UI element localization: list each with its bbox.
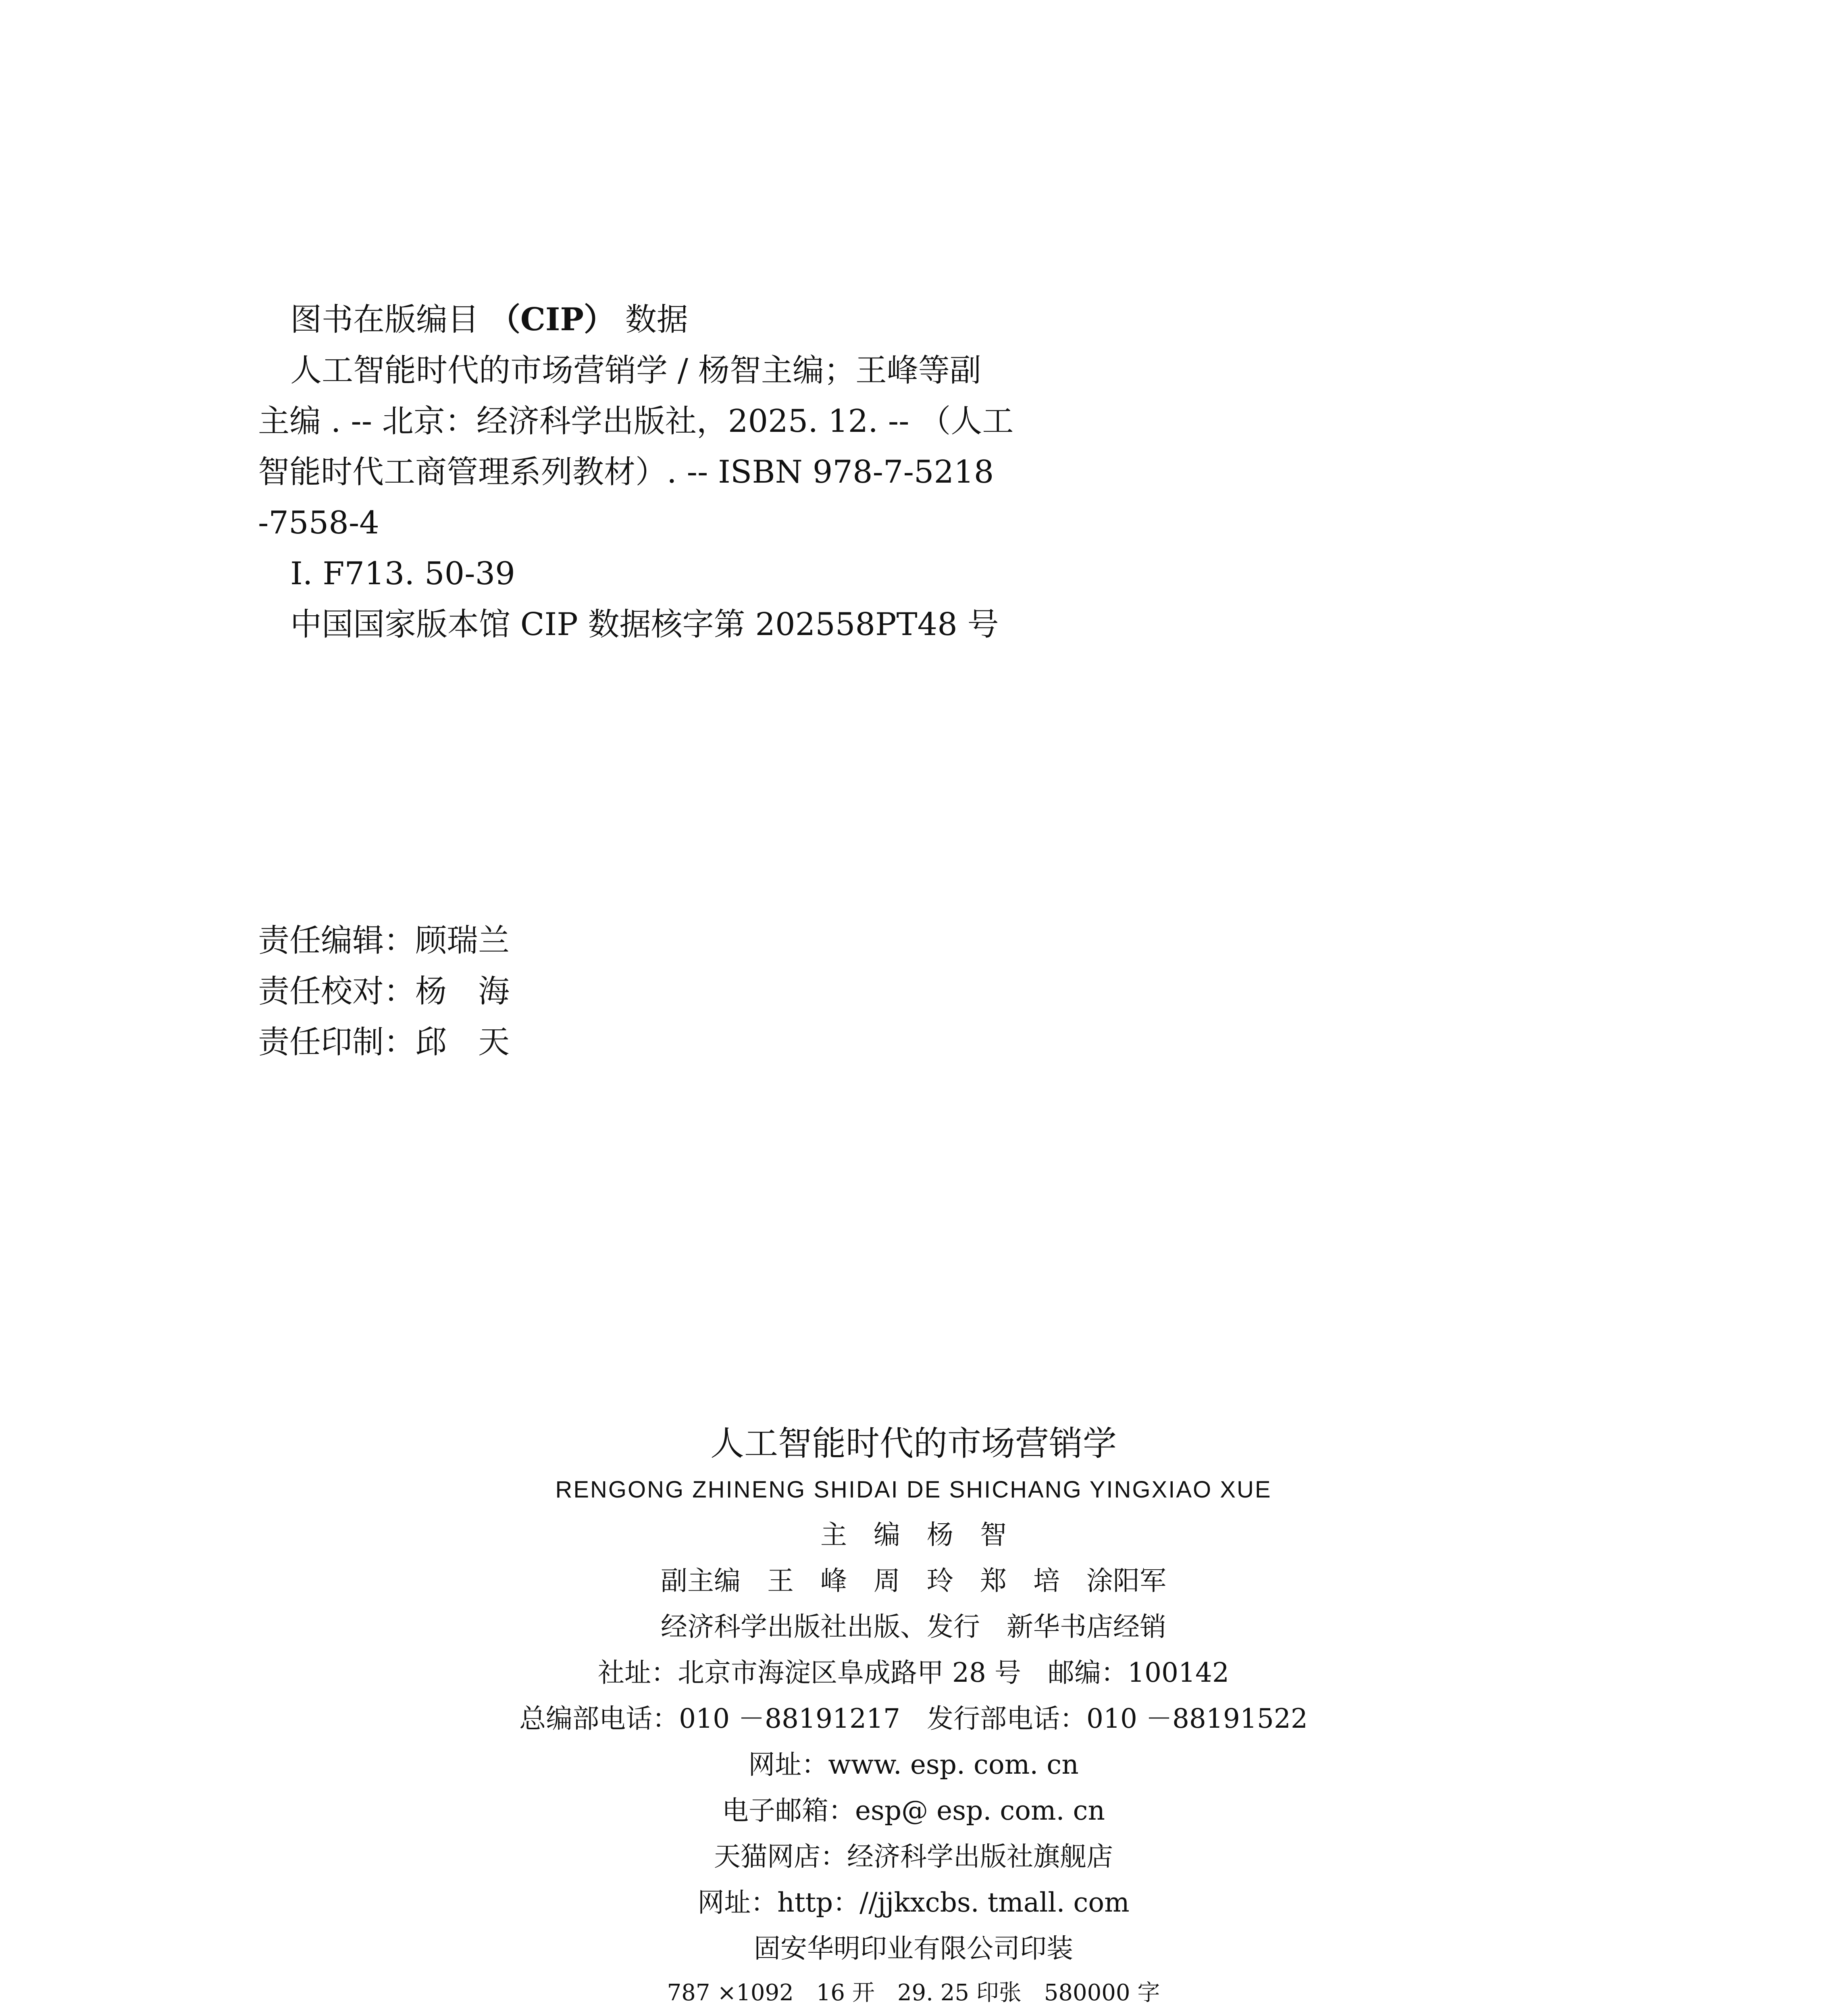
responsible-proofreader: 责任校对：杨 海 xyxy=(258,973,510,1010)
book-title: 人工智能时代的市场营销学 xyxy=(710,1424,1117,1463)
cip-line-2: 主编 . -- 北京：经济科学出版社，2025. 12. -- （人工 xyxy=(258,403,1014,439)
cip-line-4: -7558-4 xyxy=(258,505,379,541)
tmall-url: 网址：http：//jjkxcbs. tmall. com xyxy=(697,1887,1130,1918)
cip-block xyxy=(258,294,1113,650)
pinyin-title: RENGONG ZHINENG SHIDAI DE SHICHANG YINGXIAO XUE xyxy=(555,1477,1272,1503)
publisher-website: 网址：www. esp. com. cn xyxy=(748,1749,1079,1780)
printer: 固安华明印业有限公司印装 xyxy=(754,1933,1073,1964)
cip-heading xyxy=(258,294,1113,345)
responsible-editor: 责任编辑：顾瑞兰 xyxy=(258,923,510,959)
publisher-address: 社址：北京市海淀区阜成路甲 28 号 邮编：100142 xyxy=(598,1657,1229,1688)
cip-classification: Ⅰ. F713. 50-39 xyxy=(290,556,515,592)
colophon xyxy=(0,1419,1827,2016)
tmall-store: 天猫网店：经济科学出版社旗舰店 xyxy=(714,1841,1113,1872)
chief-editor: 主 编 杨 智 xyxy=(820,1519,1007,1550)
cip-line-3: 智能时代工商管理系列教材）. -- ISBN 978-7-5218 xyxy=(258,454,994,490)
format-specs: 787 ×1092 16 开 29. 25 印张 580000 字 xyxy=(667,1980,1160,2006)
cip-record-number: 中国国家版本馆 CIP 数据核字第 202558PT48 号 xyxy=(290,606,999,643)
cip-heading-cip: （CIP） xyxy=(489,301,616,338)
cip-line-1: 人工智能时代的市场营销学 / 杨智主编；王峰等副 xyxy=(290,352,981,389)
deputy-editors: 副主编 王 峰 周 玲 郑 培 涂阳军 xyxy=(661,1565,1166,1596)
responsible-printing: 责任印制：邱 天 xyxy=(258,1024,510,1060)
publisher-line: 经济科学出版社出版、发行 新华书店经销 xyxy=(661,1611,1166,1642)
publisher-phones: 总编部电话：010 －88191217 发行部电话：010 －88191522 xyxy=(519,1703,1308,1734)
cip-heading-post: 数据 xyxy=(625,302,688,338)
publisher-email: 电子邮箱：esp@ esp. com. cn xyxy=(722,1795,1105,1826)
responsible-staff xyxy=(258,915,510,1068)
edition-info xyxy=(0,2014,1827,2016)
cip-heading-pre: 图书在版编目 xyxy=(290,302,479,338)
